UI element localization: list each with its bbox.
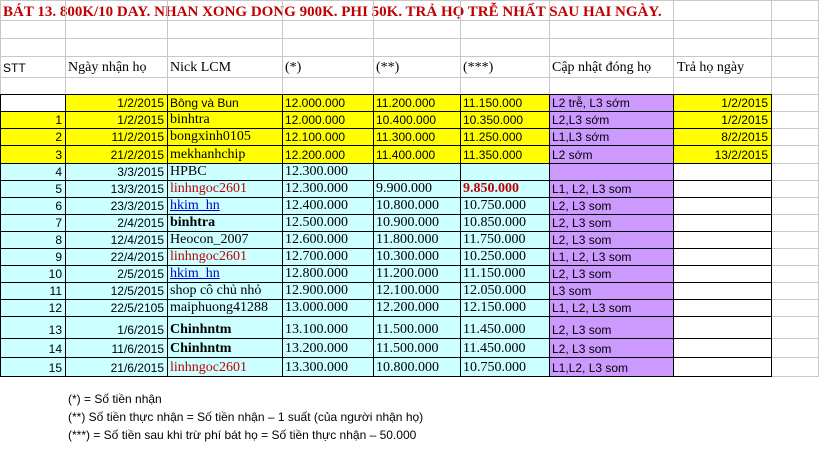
cell-stt[interactable]: 11 bbox=[49, 284, 62, 298]
cell-so-tien-thuc-nhan[interactable]: 11.500.000 bbox=[376, 322, 439, 337]
cell-tra-ho-ngay[interactable]: 1/2/2015 bbox=[721, 113, 768, 127]
cell-nick-lcm[interactable]: Heocon_2007 bbox=[170, 232, 249, 247]
cell-ngay-nhan-ho[interactable]: 2/4/2015 bbox=[117, 216, 164, 230]
cell-cap-nhat-dong-ho[interactable]: L1, L2, L3 som bbox=[552, 250, 632, 264]
cell-so-tien-sau-phi[interactable]: 11.450.000 bbox=[463, 322, 526, 337]
cell-so-tien-thuc-nhan[interactable]: 11.300.000 bbox=[376, 130, 436, 144]
cell-so-tien-thuc-nhan[interactable]: 10.800.000 bbox=[376, 360, 439, 375]
cell-stt[interactable]: 2 bbox=[55, 130, 62, 144]
cell-cap-nhat-dong-ho[interactable]: L2,L3 sớm bbox=[552, 113, 610, 127]
cell-ngay-nhan-ho[interactable]: 22/4/2015 bbox=[110, 250, 164, 264]
cell-so-tien-sau-phi[interactable]: 10.350.000 bbox=[463, 113, 524, 127]
grid-line bbox=[0, 38, 819, 39]
cell-so-tien-sau-phi[interactable]: 11.250.000 bbox=[463, 130, 523, 144]
cell-cap-nhat-dong-ho[interactable]: L2, L3 som bbox=[552, 323, 612, 337]
cell-so-tien-thuc-nhan[interactable]: 9.900.000 bbox=[376, 181, 432, 196]
cell-nick-lcm[interactable]: mekhanhchip bbox=[170, 147, 246, 162]
cell-cap-nhat-dong-ho[interactable]: L2 sớm bbox=[552, 148, 593, 162]
cell-ngay-nhan-ho[interactable]: 23/3/2015 bbox=[110, 199, 164, 213]
cell-stt[interactable]: 6 bbox=[55, 199, 62, 213]
cell-so-tien-thuc-nhan[interactable]: 11.400.000 bbox=[376, 148, 436, 162]
cell-ngay-nhan-ho[interactable]: 11/6/2015 bbox=[111, 342, 164, 356]
cell-nick-lcm[interactable]: bongxinh0105 bbox=[170, 129, 251, 144]
cell-so-tien-nhan[interactable]: 12.100.000 bbox=[285, 130, 346, 144]
cell-so-tien-sau-phi[interactable]: 11.350.000 bbox=[463, 148, 523, 162]
cell-so-tien-thuc-nhan[interactable]: 11.200.000 bbox=[376, 266, 439, 281]
note-2: (**) Số tiền thực nhận = Số tiền nhận – 1 suất (của người nhận họ) bbox=[68, 410, 424, 424]
cell-so-tien-nhan[interactable]: 13.100.000 bbox=[285, 322, 348, 337]
cell-nick-lcm[interactable]: maiphuong41288 bbox=[170, 300, 268, 315]
grid-line bbox=[0, 77, 819, 78]
cell-so-tien-thuc-nhan[interactable]: 11.500.000 bbox=[376, 341, 439, 356]
cell-ngay-nhan-ho[interactable]: 22/5/2105 bbox=[110, 301, 164, 315]
cell-so-tien-nhan[interactable]: 12.200.000 bbox=[285, 148, 346, 162]
cell-so-tien-nhan[interactable]: 13.200.000 bbox=[285, 341, 348, 356]
cell-stt[interactable]: 1 bbox=[55, 113, 62, 127]
cell-cap-nhat-dong-ho[interactable]: L1, L2, L3 som bbox=[552, 301, 632, 315]
cell-so-tien-nhan[interactable]: 13.000.000 bbox=[285, 300, 348, 315]
cell-so-tien-sau-phi[interactable]: 11.750.000 bbox=[463, 232, 526, 247]
header-nick[interactable]: Nick LCM bbox=[170, 60, 232, 75]
cell-so-tien-thuc-nhan[interactable]: 12.100.000 bbox=[376, 283, 439, 298]
cell-ngay-nhan-ho[interactable]: 1/6/2015 bbox=[117, 323, 164, 337]
cell-stt[interactable]: 15 bbox=[48, 361, 62, 375]
cell-cap-nhat-dong-ho[interactable]: L1, L2, L3 som bbox=[552, 182, 632, 196]
cell-cap-nhat-dong-ho[interactable]: L2, L3 som bbox=[552, 267, 612, 281]
cell-stt[interactable]: 7 bbox=[55, 216, 62, 230]
cell-nick-lcm[interactable]: linhngoc2601 bbox=[170, 181, 247, 196]
cell-cap-nhat-dong-ho[interactable]: L2, L3 som bbox=[552, 342, 612, 356]
cell-so-tien-nhan[interactable]: 12.700.000 bbox=[285, 249, 348, 264]
cell-so-tien-thuc-nhan[interactable]: 10.900.000 bbox=[376, 215, 439, 230]
cell-ngay-nhan-ho[interactable]: 11/2/2015 bbox=[111, 130, 164, 144]
cell-so-tien-sau-phi[interactable]: 10.850.000 bbox=[463, 215, 526, 230]
cell-so-tien-nhan[interactable]: 12.800.000 bbox=[285, 266, 348, 281]
cell-stt[interactable]: 8 bbox=[55, 233, 62, 247]
cell-so-tien-nhan[interactable]: 12.600.000 bbox=[285, 232, 348, 247]
cell-nick-lcm[interactable]: Chinhntm bbox=[170, 341, 232, 356]
cell-border bbox=[460, 94, 461, 377]
cell-nick-lcm[interactable]: binhtra bbox=[170, 112, 210, 127]
header-ngay[interactable]: Ngày nhận họ bbox=[68, 60, 147, 75]
cell-so-tien-sau-phi[interactable]: 12.150.000 bbox=[463, 300, 526, 315]
cell-tra-ho-ngay[interactable]: 8/2/2015 bbox=[721, 130, 768, 144]
header-c2[interactable]: (**) bbox=[376, 60, 400, 75]
cell-stt[interactable]: 3 bbox=[55, 148, 62, 162]
cell-border bbox=[373, 94, 374, 377]
cell-so-tien-thuc-nhan[interactable]: 11.200.000 bbox=[376, 96, 436, 110]
header-cap[interactable]: Cập nhật đóng họ bbox=[552, 60, 652, 75]
cell-ngay-nhan-ho[interactable]: 13/3/2015 bbox=[110, 182, 164, 196]
cell-nick-lcm[interactable]: HPBC bbox=[170, 164, 207, 179]
cell-stt[interactable]: 12 bbox=[48, 301, 62, 315]
cell-ngay-nhan-ho[interactable]: 12/5/2015 bbox=[110, 284, 164, 298]
note-3: (***) = Số tiền sau khi trừ phí bát họ = Số tiền thực nhận – 50.000 bbox=[68, 428, 417, 442]
cell-nick-lcm[interactable]: linhngoc2601 bbox=[170, 360, 247, 375]
cell-tra-ho-ngay[interactable]: 1/2/2015 bbox=[721, 96, 768, 110]
cell-stt[interactable]: 14 bbox=[48, 342, 62, 356]
cell-stt[interactable]: 5 bbox=[55, 182, 62, 196]
cell-cap-nhat-dong-ho[interactable]: L2, L3 som bbox=[552, 199, 612, 213]
cell-so-tien-nhan[interactable]: 13.300.000 bbox=[285, 360, 348, 375]
header-c3[interactable]: (***) bbox=[463, 60, 494, 75]
cell-cap-nhat-dong-ho[interactable]: L2, L3 som bbox=[552, 233, 612, 247]
grid-line bbox=[0, 56, 819, 57]
cell-border bbox=[771, 94, 772, 377]
cell-nick-lcm[interactable]: linhngoc2601 bbox=[170, 249, 247, 264]
cell-ngay-nhan-ho[interactable]: 3/3/2015 bbox=[117, 165, 164, 179]
cell-so-tien-nhan[interactable]: 12.400.000 bbox=[285, 198, 348, 213]
cell-stt[interactable]: 4 bbox=[55, 165, 62, 179]
cell-so-tien-nhan[interactable]: 12.000.000 bbox=[285, 113, 346, 127]
cell-tra-ho-ngay[interactable]: 13/2/2015 bbox=[714, 148, 768, 162]
grid-line bbox=[0, 0, 819, 1]
cell-ngay-nhan-ho[interactable]: 12/4/2015 bbox=[110, 233, 164, 247]
cell-nick-lcm[interactable]: hkim_hn bbox=[170, 198, 220, 213]
sheet-title: BÁT 13. 800K/10 DAY. NHAN XONG DONG 900K. PHI 50K. TRẢ HỌ TRỄ NHẤT SAU HAI NGÀY. bbox=[3, 4, 662, 20]
cell-so-tien-sau-phi[interactable]: 11.150.000 bbox=[463, 266, 526, 281]
cell-nick-lcm[interactable]: binhtra bbox=[170, 215, 216, 230]
note-1: (*) = Số tiền nhận bbox=[68, 392, 162, 406]
cell-stt[interactable]: 10 bbox=[48, 267, 62, 281]
cell-nick-lcm[interactable]: shop cô chủ nhỏ bbox=[170, 283, 262, 298]
cell-so-tien-thuc-nhan[interactable]: 10.300.000 bbox=[376, 249, 439, 264]
cell-cap-nhat-dong-ho[interactable]: L1,L3 sớm bbox=[552, 130, 610, 144]
cell-nick-lcm[interactable]: Bông và Bun bbox=[170, 96, 239, 110]
cell-so-tien-sau-phi[interactable]: 10.250.000 bbox=[463, 249, 526, 264]
cell-so-tien-sau-phi[interactable]: 12.050.000 bbox=[463, 283, 526, 298]
cell-so-tien-sau-phi[interactable]: 11.150.000 bbox=[463, 96, 523, 110]
cell-cap-nhat-dong-ho[interactable]: L2, L3 som bbox=[552, 216, 612, 230]
cell-so-tien-sau-phi[interactable]: 10.750.000 bbox=[463, 360, 526, 375]
cell-stt[interactable]: 13 bbox=[48, 323, 62, 337]
cell-border bbox=[0, 357, 771, 358]
cell-cap-nhat-dong-ho[interactable]: L3 som bbox=[552, 284, 592, 298]
cell-stt[interactable]: 9 bbox=[55, 250, 62, 264]
cell-so-tien-sau-phi[interactable]: 9.850.000 bbox=[463, 181, 519, 196]
header-stt[interactable]: STT bbox=[3, 61, 26, 75]
cell-so-tien-sau-phi[interactable]: 11.450.000 bbox=[463, 341, 526, 356]
cell-so-tien-nhan[interactable]: 12.500.000 bbox=[285, 215, 348, 230]
cell-cap-nhat-dong-ho[interactable]: L1,L2, L3 som bbox=[552, 361, 629, 375]
cell-border bbox=[167, 94, 168, 377]
cell-so-tien-nhan[interactable]: 12.300.000 bbox=[285, 181, 348, 196]
cell-nick-lcm[interactable]: Chinhntm bbox=[170, 322, 232, 337]
cell-border bbox=[282, 94, 283, 377]
grid-line bbox=[0, 20, 819, 21]
row-fill-purple bbox=[549, 163, 673, 180]
header-c1[interactable]: (*) bbox=[285, 60, 302, 75]
cell-border bbox=[0, 338, 771, 339]
cell-ngay-nhan-ho[interactable]: 21/6/2015 bbox=[110, 361, 164, 375]
cell-ngay-nhan-ho[interactable]: 1/2/2015 bbox=[117, 96, 164, 110]
header-tra[interactable]: Trả họ ngày bbox=[677, 60, 745, 75]
cell-ngay-nhan-ho[interactable]: 21/2/2015 bbox=[110, 148, 164, 162]
cell-so-tien-thuc-nhan[interactable]: 10.800.000 bbox=[376, 198, 439, 213]
cell-nick-lcm[interactable]: hkim_hn bbox=[170, 266, 220, 281]
cell-border bbox=[0, 316, 771, 317]
cell-border bbox=[549, 94, 550, 377]
cell-ngay-nhan-ho[interactable]: 2/5/2015 bbox=[117, 267, 164, 281]
cell-so-tien-nhan[interactable]: 12.900.000 bbox=[285, 283, 348, 298]
cell-so-tien-nhan[interactable]: 12.300.000 bbox=[285, 164, 348, 179]
cell-border bbox=[0, 376, 771, 377]
cell-ngay-nhan-ho[interactable]: 1/2/2015 bbox=[117, 113, 164, 127]
cell-so-tien-thuc-nhan[interactable]: 11.800.000 bbox=[376, 232, 439, 247]
cell-so-tien-thuc-nhan[interactable]: 12.200.000 bbox=[376, 300, 439, 315]
cell-so-tien-nhan[interactable]: 12.000.000 bbox=[285, 96, 346, 110]
cell-so-tien-thuc-nhan[interactable]: 10.400.000 bbox=[376, 113, 437, 127]
cell-border bbox=[0, 145, 771, 146]
cell-so-tien-sau-phi[interactable]: 10.750.000 bbox=[463, 198, 526, 213]
cell-cap-nhat-dong-ho[interactable]: L2 trễ, L3 sớm bbox=[552, 96, 630, 110]
